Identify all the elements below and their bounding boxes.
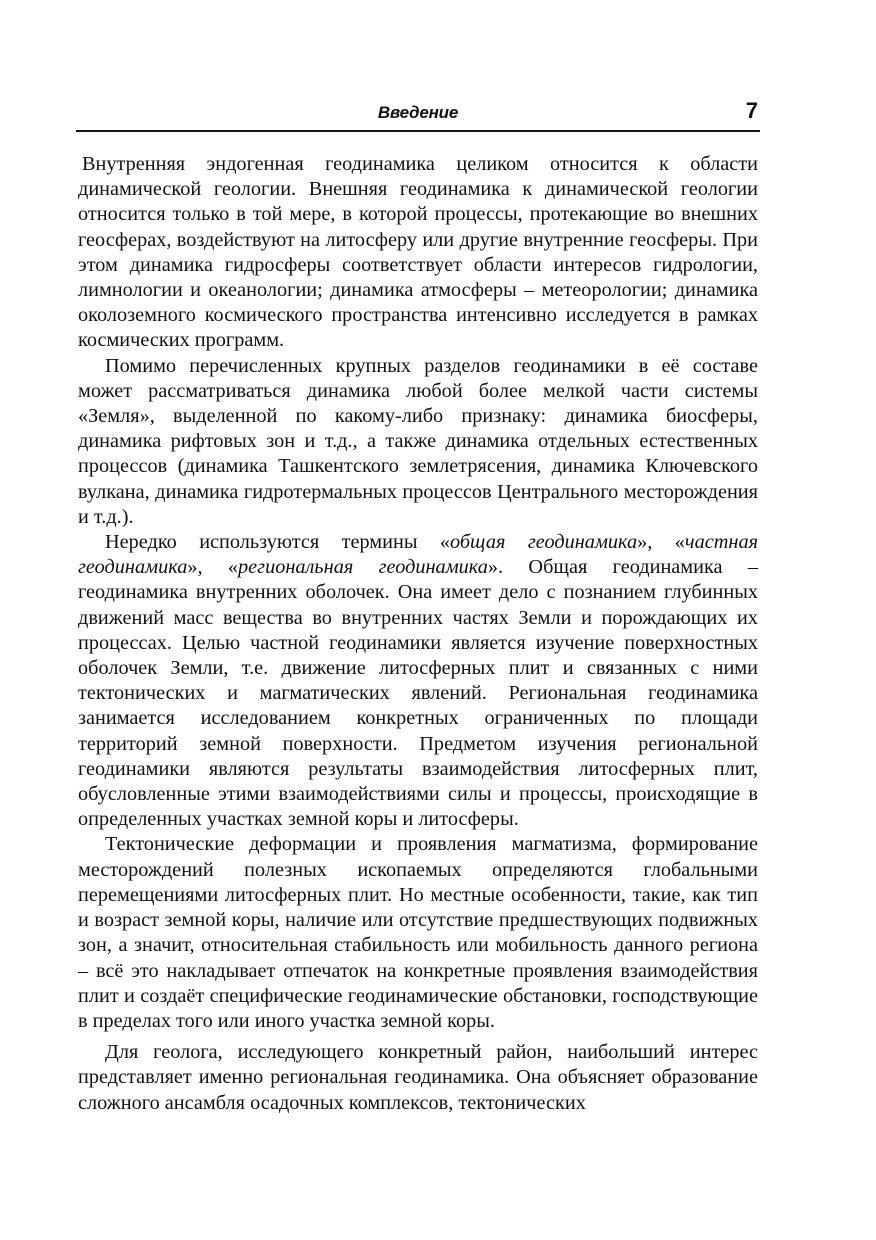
- header-title: Введение: [377, 103, 459, 122]
- paragraph-text: Для геолога, исследующего конкретный район, наибольший интерес представляет именно региональная геодинамика. Она объясняет образование сложного ансамбля осадочных комплексов, тектонических: [78, 1041, 758, 1114]
- running-header: [76, 96, 760, 132]
- paragraph-text: Помимо перечисленных крупных разделов геодинамики в её составе может рассматриваться динамика любой более мелкой части системы «Земля», выделенной по какому-либо признаку: динамика биосферы, динамика рифтовых зон и т.д., а также динамика отдельных естественных процессов (динамика Ташкентского землетрясения, динамика Ключевского вулкана, динамика гидротермальных процессов Центрального месторождения и т.д.).: [78, 354, 758, 528]
- term-general-geodynamics: общая геодинамика: [449, 531, 638, 554]
- paragraph-tectonic-deformations: [78, 832, 758, 1034]
- paragraph-text: ». Общая геодинамика – геодинамика внутренних оболочек. Она имеет дело с познанием глубинных движений масс вещества во внутренних частях Земли и порождающих их процессах. Целью частной геодинамики является изучение поверхностных оболочек Земли, т.е. движение литосферных плит и связанных с ними тектонических и магматических явлений. Региональная геодинамика занимается исследованием конкретных ограниченных по площади территорий земной поверхности. Предметом изучения региональной геодинамики являются результаты взаимодействия литосферных плит, обусловленные этими взаимодействиями силы и процессы, происходящие в определенных участках земной коры и литосферы.: [78, 556, 758, 831]
- paragraph-endogenous-geodynamics: [78, 152, 758, 354]
- paragraph-text: », «: [637, 531, 685, 554]
- paragraph-text: », «: [187, 556, 239, 579]
- term-regional-geodynamics: региональная геодинамика: [238, 556, 488, 579]
- paragraph-text: Внутренняя эндогенная геодинамика целиком относится к области динамической геологии. Внешняя геодинамика к динамической геологии относится только в той мере, в которой процессы, протекающие во внешних геосферах, воздействуют на литосферу или другие внутренние геосферы. При этом динамика гидросферы соответствует области интересов гидрологии, лимнологии и океанологии; динамика атмосферы – метеорологии; динамика околоземного космического пространства интенсивно исследуется в рамках космических программ.: [78, 153, 758, 352]
- paragraph-text: Нередко используются термины «: [105, 531, 450, 554]
- page-number: 7: [745, 98, 758, 123]
- body-text: [78, 152, 758, 1116]
- paragraph-geologist-interest: [78, 1040, 758, 1116]
- term-particular-geodynamics: частная геодинамика: [78, 531, 759, 579]
- paragraph-geodynamics-sections: [78, 354, 758, 530]
- paragraph-text: Тектонические деформации и проявления магматизма, формирование месторождений полезных ископаемых определяются глобальными перемещениями литосферных плит. Но местные особенности, такие, как тип и возраст земной коры, наличие или отсутствие предшествующих подвижных зон, а значит, относительная стабильность или мобильность данного региона – всё это накладывает отпечаток на конкретные проявления взаимодействия плит и создаёт специфические геодинамические обстановки, господствующие в пределах того или иного участка земной коры.: [78, 833, 758, 1032]
- paragraph-terms: [78, 530, 758, 832]
